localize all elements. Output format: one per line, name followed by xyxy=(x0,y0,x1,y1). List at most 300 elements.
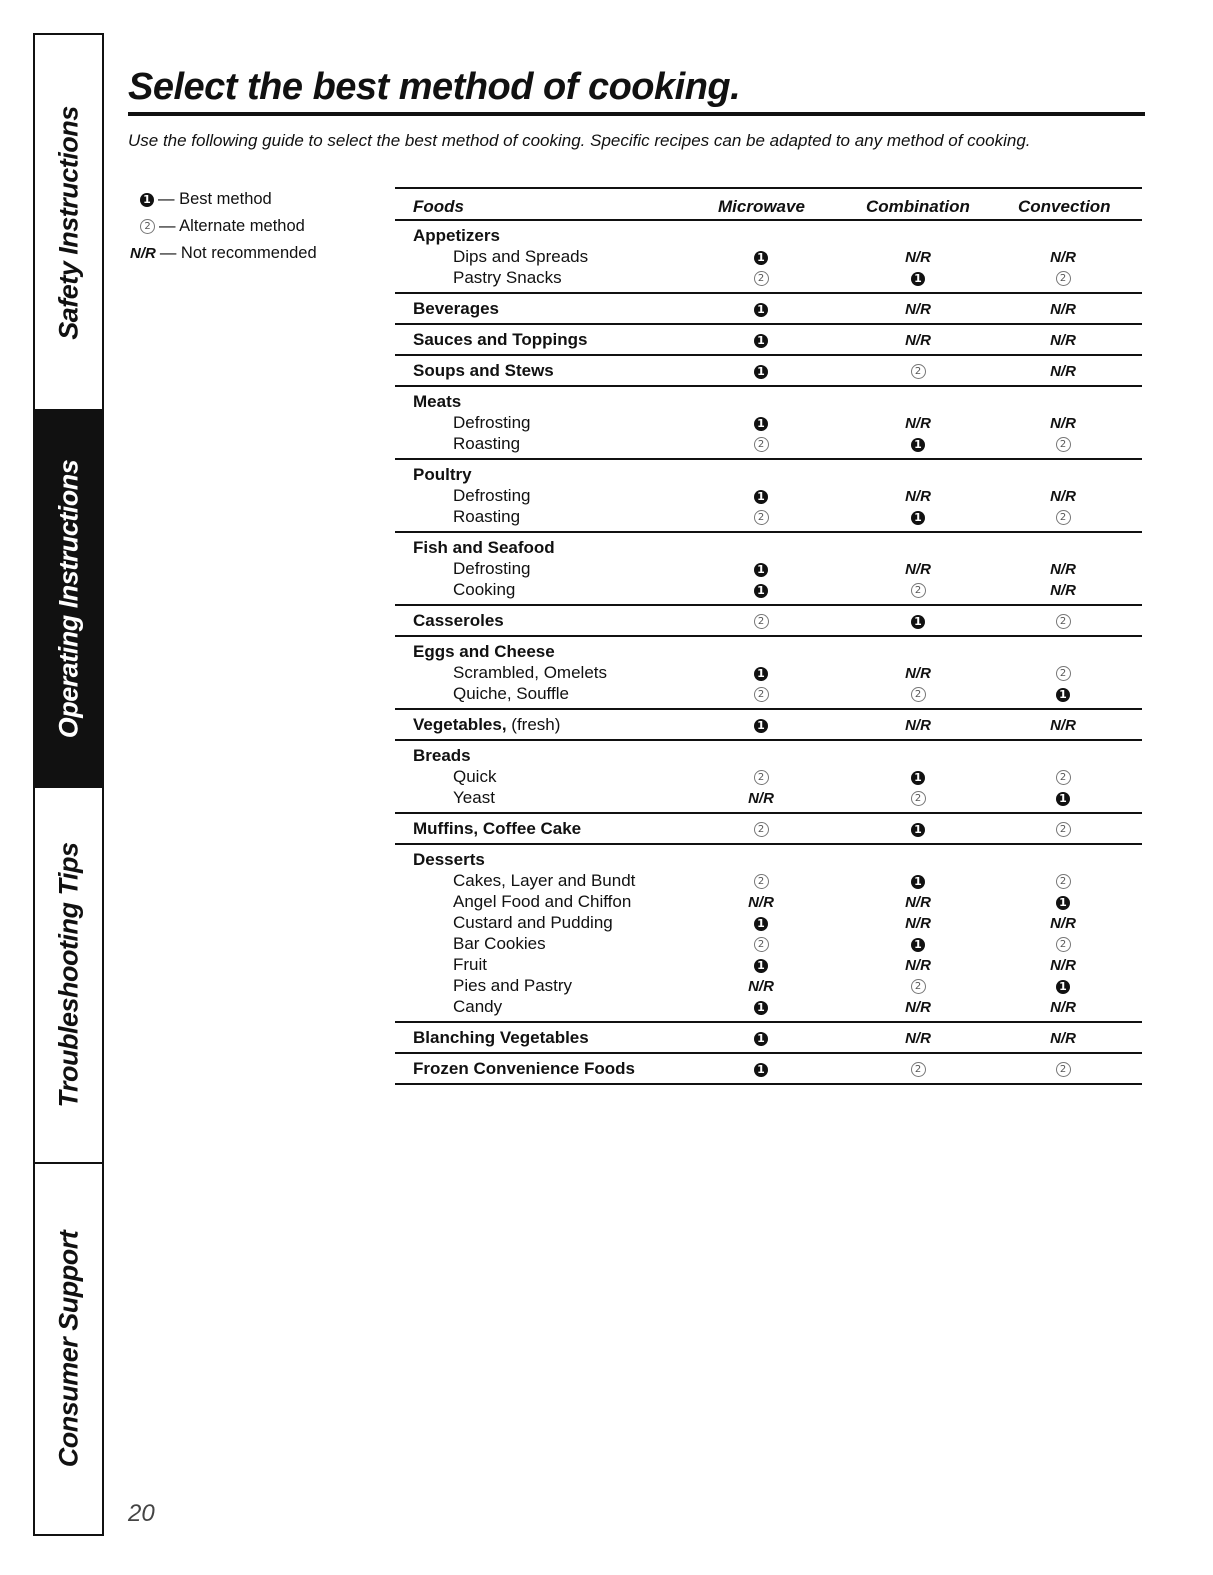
food-name: Fish and Seafood xyxy=(413,538,555,557)
food-subitem xyxy=(453,975,572,996)
not-recommended-mark: N/R xyxy=(1050,582,1076,599)
method-cell xyxy=(888,912,948,934)
method-cell xyxy=(888,1027,948,1049)
not-recommended-mark: N/R xyxy=(905,301,931,318)
method-cell xyxy=(888,329,948,351)
best-method-icon: 1 xyxy=(754,490,768,504)
food-name: Cooking xyxy=(453,580,516,599)
method-cell xyxy=(1033,329,1093,351)
method-cell xyxy=(888,485,948,507)
best-method-icon: 1 xyxy=(911,938,925,952)
table-group xyxy=(395,387,1142,460)
not-recommended-mark: N/R xyxy=(130,245,156,262)
food-name: Cakes, Layer and Bundt xyxy=(453,871,636,890)
table-row xyxy=(395,537,1142,558)
table-row xyxy=(395,329,1142,350)
alternate-method-icon: 2 xyxy=(1056,614,1071,629)
food-subitem xyxy=(453,412,530,433)
legend-text: — Not recommended xyxy=(159,244,317,262)
food-category xyxy=(413,1027,589,1048)
table-group xyxy=(395,845,1142,1023)
method-cell xyxy=(731,870,791,891)
alternate-method-icon: 2 xyxy=(1056,271,1071,286)
method-cell xyxy=(1033,267,1093,288)
table-row xyxy=(395,558,1142,579)
not-recommended-mark: N/R xyxy=(1050,561,1076,578)
table-group xyxy=(395,325,1142,356)
best-method-icon: 1 xyxy=(754,1032,768,1046)
table-row xyxy=(395,360,1142,381)
method-cell xyxy=(731,506,791,527)
legend-item xyxy=(130,240,317,267)
not-recommended-mark: N/R xyxy=(905,915,931,932)
food-name: Casseroles xyxy=(413,611,504,630)
not-recommended-mark: N/R xyxy=(905,561,931,578)
method-cell xyxy=(1033,714,1093,736)
not-recommended-mark: N/R xyxy=(1050,957,1076,974)
best-method-icon: 1 xyxy=(754,959,768,973)
not-recommended-mark: N/R xyxy=(1050,915,1076,932)
method-cell xyxy=(1033,558,1093,580)
method-cell xyxy=(888,996,948,1018)
legend-text: — Best method xyxy=(158,190,272,208)
table-group xyxy=(395,637,1142,710)
food-name: Appetizers xyxy=(413,226,500,245)
alternate-method-icon: 2 xyxy=(754,937,769,952)
food-name: Defrosting xyxy=(453,486,531,505)
method-cell xyxy=(731,246,791,267)
method-cell xyxy=(1033,912,1093,934)
best-method-icon: 1 xyxy=(1056,688,1070,702)
not-recommended-mark: N/R xyxy=(1050,488,1076,505)
best-method-icon: 1 xyxy=(911,875,925,889)
intro-text: Use the following guide to select the best method of cooking. Specific recipes can be adapted to any method of cooking. xyxy=(128,131,1031,150)
best-method-icon: 1 xyxy=(1056,792,1070,806)
alternate-method-icon: 2 xyxy=(1056,1062,1071,1077)
not-recommended-mark: N/R xyxy=(905,488,931,505)
food-name: Soups and Stews xyxy=(413,361,554,380)
food-subitem xyxy=(453,662,607,683)
method-cell xyxy=(731,433,791,454)
method-cell xyxy=(731,579,791,600)
alternate-method-icon: 2 xyxy=(754,770,769,785)
best-method-icon: 1 xyxy=(754,334,768,348)
food-category xyxy=(413,745,471,766)
table-group xyxy=(395,460,1142,533)
food-subitem xyxy=(453,246,588,267)
food-name: Custard and Pudding xyxy=(453,913,613,932)
food-subitem xyxy=(453,558,530,579)
food-name: Quick xyxy=(453,767,497,786)
alternate-method-icon: 2 xyxy=(754,437,769,452)
food-note: (fresh) xyxy=(506,715,561,734)
table-group xyxy=(395,221,1142,294)
food-subitem xyxy=(453,996,502,1017)
food-name: Poultry xyxy=(413,465,472,484)
table-row xyxy=(395,1027,1142,1048)
method-cell xyxy=(1033,579,1093,601)
method-cell xyxy=(1033,954,1093,976)
method-cell xyxy=(731,412,791,433)
not-recommended-mark: N/R xyxy=(1050,717,1076,734)
alternate-method-icon: 2 xyxy=(911,1062,926,1077)
method-cell xyxy=(731,818,791,839)
method-cell xyxy=(888,267,948,288)
food-name: Sauces and Toppings xyxy=(413,330,588,349)
food-name: Frozen Convenience Foods xyxy=(413,1059,635,1078)
not-recommended-mark: N/R xyxy=(905,249,931,266)
tab-consumer-support[interactable] xyxy=(35,1163,102,1534)
method-cell xyxy=(731,267,791,288)
food-name: Bar Cookies xyxy=(453,934,546,953)
best-method-icon: 1 xyxy=(140,193,154,207)
not-recommended-mark: N/R xyxy=(905,894,931,911)
method-cell xyxy=(731,766,791,787)
method-cell xyxy=(1033,485,1093,507)
table-group xyxy=(395,606,1142,637)
table-body xyxy=(395,221,1142,1085)
alternate-method-icon: 2 xyxy=(1056,874,1071,889)
method-cell xyxy=(888,818,948,839)
food-subitem xyxy=(453,506,520,527)
cooking-method-table xyxy=(395,187,1142,1085)
method-cell xyxy=(731,787,791,809)
best-method-icon: 1 xyxy=(754,917,768,931)
not-recommended-mark: N/R xyxy=(905,999,931,1016)
table-row xyxy=(395,933,1142,954)
not-recommended-mark: N/R xyxy=(1050,249,1076,266)
tab-safety-instructions[interactable] xyxy=(35,35,102,410)
alternate-method-icon: 2 xyxy=(754,510,769,525)
food-name: Pastry Snacks xyxy=(453,268,562,287)
table-group xyxy=(395,356,1142,387)
table-row xyxy=(395,745,1142,766)
not-recommended-mark: N/R xyxy=(1050,1030,1076,1047)
method-cell xyxy=(888,954,948,976)
food-subitem xyxy=(453,787,495,808)
method-cell xyxy=(1033,662,1093,683)
title-rule xyxy=(128,112,1145,116)
not-recommended-mark: N/R xyxy=(1050,301,1076,318)
best-method-icon: 1 xyxy=(754,667,768,681)
method-cell xyxy=(888,412,948,434)
method-cell xyxy=(888,870,948,891)
symbol-legend xyxy=(130,186,317,267)
table-row xyxy=(395,391,1142,412)
method-cell xyxy=(1033,996,1093,1018)
food-name: Desserts xyxy=(413,850,485,869)
alternate-method-icon: 2 xyxy=(754,822,769,837)
table-group xyxy=(395,533,1142,606)
alternate-method-icon: 2 xyxy=(1056,770,1071,785)
method-cell xyxy=(731,714,791,735)
table-row xyxy=(395,975,1142,996)
table-row xyxy=(395,849,1142,870)
method-cell xyxy=(731,360,791,381)
table-row xyxy=(395,267,1142,288)
food-subitem xyxy=(453,485,530,506)
method-cell xyxy=(1033,1058,1093,1079)
method-cell xyxy=(1033,891,1093,912)
not-recommended-mark: N/R xyxy=(748,790,774,807)
food-subitem xyxy=(453,912,613,933)
method-cell xyxy=(1033,610,1093,631)
best-method-icon: 1 xyxy=(754,417,768,431)
best-method-icon: 1 xyxy=(911,438,925,452)
tab-operating-instructions[interactable] xyxy=(35,410,102,787)
best-method-icon: 1 xyxy=(1056,896,1070,910)
food-category xyxy=(413,714,560,735)
method-cell xyxy=(888,506,948,527)
food-category xyxy=(413,537,555,558)
method-cell xyxy=(731,912,791,933)
best-method-icon: 1 xyxy=(1056,980,1070,994)
method-cell xyxy=(1033,1027,1093,1049)
food-subitem xyxy=(453,579,515,600)
alternate-method-icon: 2 xyxy=(911,979,926,994)
food-name: Meats xyxy=(413,392,462,411)
food-name: Pies and Pastry xyxy=(453,976,573,995)
table-row xyxy=(395,662,1142,683)
method-cell xyxy=(731,933,791,954)
food-name: Roasting xyxy=(453,507,521,526)
alternate-method-icon: 2 xyxy=(754,874,769,889)
food-name: Scrambled, Omelets xyxy=(453,663,607,682)
alternate-method-icon: 2 xyxy=(1056,437,1071,452)
legend-text: — Alternate method xyxy=(159,217,305,235)
food-subitem xyxy=(453,933,546,954)
table-row xyxy=(395,610,1142,631)
legend-item xyxy=(130,186,317,213)
food-name: Quiche, Souffle xyxy=(453,684,569,703)
table-row xyxy=(395,683,1142,704)
header-microwave: Microwave xyxy=(718,197,805,216)
food-subitem xyxy=(453,954,487,975)
table-group xyxy=(395,294,1142,325)
method-cell xyxy=(888,360,948,381)
page-number: 20 xyxy=(128,1500,155,1527)
table-row xyxy=(395,714,1142,735)
method-cell xyxy=(731,329,791,350)
method-cell xyxy=(1033,870,1093,891)
method-cell xyxy=(1033,683,1093,704)
alternate-method-icon: 2 xyxy=(911,583,926,598)
alternate-method-icon: 2 xyxy=(911,791,926,806)
best-method-icon: 1 xyxy=(754,563,768,577)
method-cell xyxy=(888,891,948,913)
method-cell xyxy=(1033,433,1093,454)
method-cell xyxy=(888,787,948,808)
method-cell xyxy=(1033,933,1093,954)
method-cell xyxy=(888,246,948,268)
food-subitem xyxy=(453,433,520,454)
alternate-method-icon: 2 xyxy=(911,687,926,702)
method-cell xyxy=(1033,766,1093,787)
food-category xyxy=(413,360,554,381)
method-cell xyxy=(888,579,948,600)
alternate-method-icon: 2 xyxy=(1056,666,1071,681)
food-category xyxy=(413,329,587,350)
best-method-icon: 1 xyxy=(754,1001,768,1015)
best-method-icon: 1 xyxy=(754,1063,768,1077)
best-method-icon: 1 xyxy=(911,272,925,286)
not-recommended-mark: N/R xyxy=(1050,415,1076,432)
food-subitem xyxy=(453,891,631,912)
tab-label: Consumer Support xyxy=(53,1230,83,1467)
header-foods: Foods xyxy=(413,197,464,216)
food-name: Fruit xyxy=(453,955,487,974)
method-cell xyxy=(731,558,791,579)
table-row xyxy=(395,246,1142,267)
tab-troubleshooting-tips[interactable] xyxy=(35,787,102,1163)
best-method-icon: 1 xyxy=(754,365,768,379)
method-cell xyxy=(1033,787,1093,808)
not-recommended-mark: N/R xyxy=(1050,363,1076,380)
alternate-method-icon: 2 xyxy=(140,219,155,234)
best-method-icon: 1 xyxy=(754,303,768,317)
food-name: Candy xyxy=(453,997,503,1016)
tab-divider xyxy=(35,1162,102,1164)
alternate-method-icon: 2 xyxy=(754,614,769,629)
method-cell xyxy=(731,1027,791,1048)
best-method-icon: 1 xyxy=(911,511,925,525)
table-row xyxy=(395,818,1142,839)
tab-divider xyxy=(35,786,102,788)
food-subitem xyxy=(453,267,562,288)
method-cell xyxy=(888,1058,948,1079)
method-cell xyxy=(888,714,948,736)
method-cell xyxy=(731,891,791,913)
table-row xyxy=(395,912,1142,933)
table-row xyxy=(395,506,1142,527)
method-cell xyxy=(731,662,791,683)
not-recommended-mark: N/R xyxy=(905,332,931,349)
food-category xyxy=(413,298,499,319)
table-row xyxy=(395,464,1142,485)
method-cell xyxy=(888,683,948,704)
table-row xyxy=(395,787,1142,808)
legend-item xyxy=(130,213,317,240)
food-category xyxy=(413,610,504,631)
tab-label: Safety Instructions xyxy=(53,105,83,340)
method-cell xyxy=(888,298,948,320)
food-subitem xyxy=(453,766,496,787)
not-recommended-mark: N/R xyxy=(905,717,931,734)
table-row xyxy=(395,433,1142,454)
table-row xyxy=(395,225,1142,246)
alternate-method-icon: 2 xyxy=(911,364,926,379)
method-cell xyxy=(888,662,948,684)
food-name: Beverages xyxy=(413,299,500,318)
food-category xyxy=(413,225,500,246)
method-cell xyxy=(1033,246,1093,268)
not-recommended-mark: N/R xyxy=(905,957,931,974)
table-group xyxy=(395,1023,1142,1054)
header-convection: Convection xyxy=(1018,197,1111,216)
table-row xyxy=(395,641,1142,662)
table-row xyxy=(395,485,1142,506)
table-row xyxy=(395,891,1142,912)
method-cell xyxy=(731,683,791,704)
table-header xyxy=(395,187,1142,221)
table-row xyxy=(395,298,1142,319)
not-recommended-mark: N/R xyxy=(1050,999,1076,1016)
method-cell xyxy=(1033,975,1093,996)
not-recommended-mark: N/R xyxy=(905,415,931,432)
method-cell xyxy=(731,996,791,1017)
method-cell xyxy=(888,975,948,996)
food-name: Vegetables, xyxy=(413,715,507,734)
method-cell xyxy=(1033,298,1093,320)
table-group xyxy=(395,814,1142,845)
best-method-icon: 1 xyxy=(911,771,925,785)
method-cell xyxy=(888,610,948,631)
not-recommended-mark: N/R xyxy=(905,665,931,682)
food-name: Yeast xyxy=(453,788,495,807)
table-row xyxy=(395,954,1142,975)
table-row xyxy=(395,766,1142,787)
best-method-icon: 1 xyxy=(754,584,768,598)
method-cell xyxy=(888,933,948,954)
table-row xyxy=(395,579,1142,600)
method-cell xyxy=(888,433,948,454)
not-recommended-mark: N/R xyxy=(905,1030,931,1047)
table-group xyxy=(395,741,1142,814)
tab-label: Operating Instructions xyxy=(53,459,83,738)
best-method-icon: 1 xyxy=(911,823,925,837)
table-row xyxy=(395,412,1142,433)
header-combination: Combination xyxy=(866,197,970,216)
method-cell xyxy=(1033,818,1093,839)
method-cell xyxy=(731,298,791,319)
not-recommended-mark: N/R xyxy=(748,894,774,911)
section-tabs xyxy=(33,33,104,1536)
food-name: Defrosting xyxy=(453,413,531,432)
food-category xyxy=(413,849,485,870)
best-method-icon: 1 xyxy=(754,719,768,733)
food-name: Eggs and Cheese xyxy=(413,642,555,661)
food-category xyxy=(413,391,461,412)
method-cell xyxy=(731,954,791,975)
best-method-icon: 1 xyxy=(754,251,768,265)
food-subitem xyxy=(453,683,569,704)
food-name: Angel Food and Chiffon xyxy=(453,892,632,911)
table-group xyxy=(395,1054,1142,1085)
method-cell xyxy=(731,610,791,631)
best-method-icon: 1 xyxy=(911,615,925,629)
food-name: Defrosting xyxy=(453,559,531,578)
tab-divider xyxy=(35,409,102,411)
not-recommended-mark: N/R xyxy=(748,978,774,995)
food-category xyxy=(413,1058,635,1079)
table-row xyxy=(395,870,1142,891)
food-name: Breads xyxy=(413,746,471,765)
food-name: Dips and Spreads xyxy=(453,247,589,266)
tab-label: Troubleshooting Tips xyxy=(53,842,83,1108)
alternate-method-icon: 2 xyxy=(1056,822,1071,837)
food-category xyxy=(413,464,472,485)
method-cell xyxy=(731,975,791,997)
method-cell xyxy=(1033,360,1093,382)
table-group xyxy=(395,710,1142,741)
method-cell xyxy=(731,485,791,506)
method-cell xyxy=(731,1058,791,1079)
food-category xyxy=(413,818,581,839)
method-cell xyxy=(888,766,948,787)
alternate-method-icon: 2 xyxy=(1056,510,1071,525)
food-category xyxy=(413,641,555,662)
alternate-method-icon: 2 xyxy=(754,271,769,286)
